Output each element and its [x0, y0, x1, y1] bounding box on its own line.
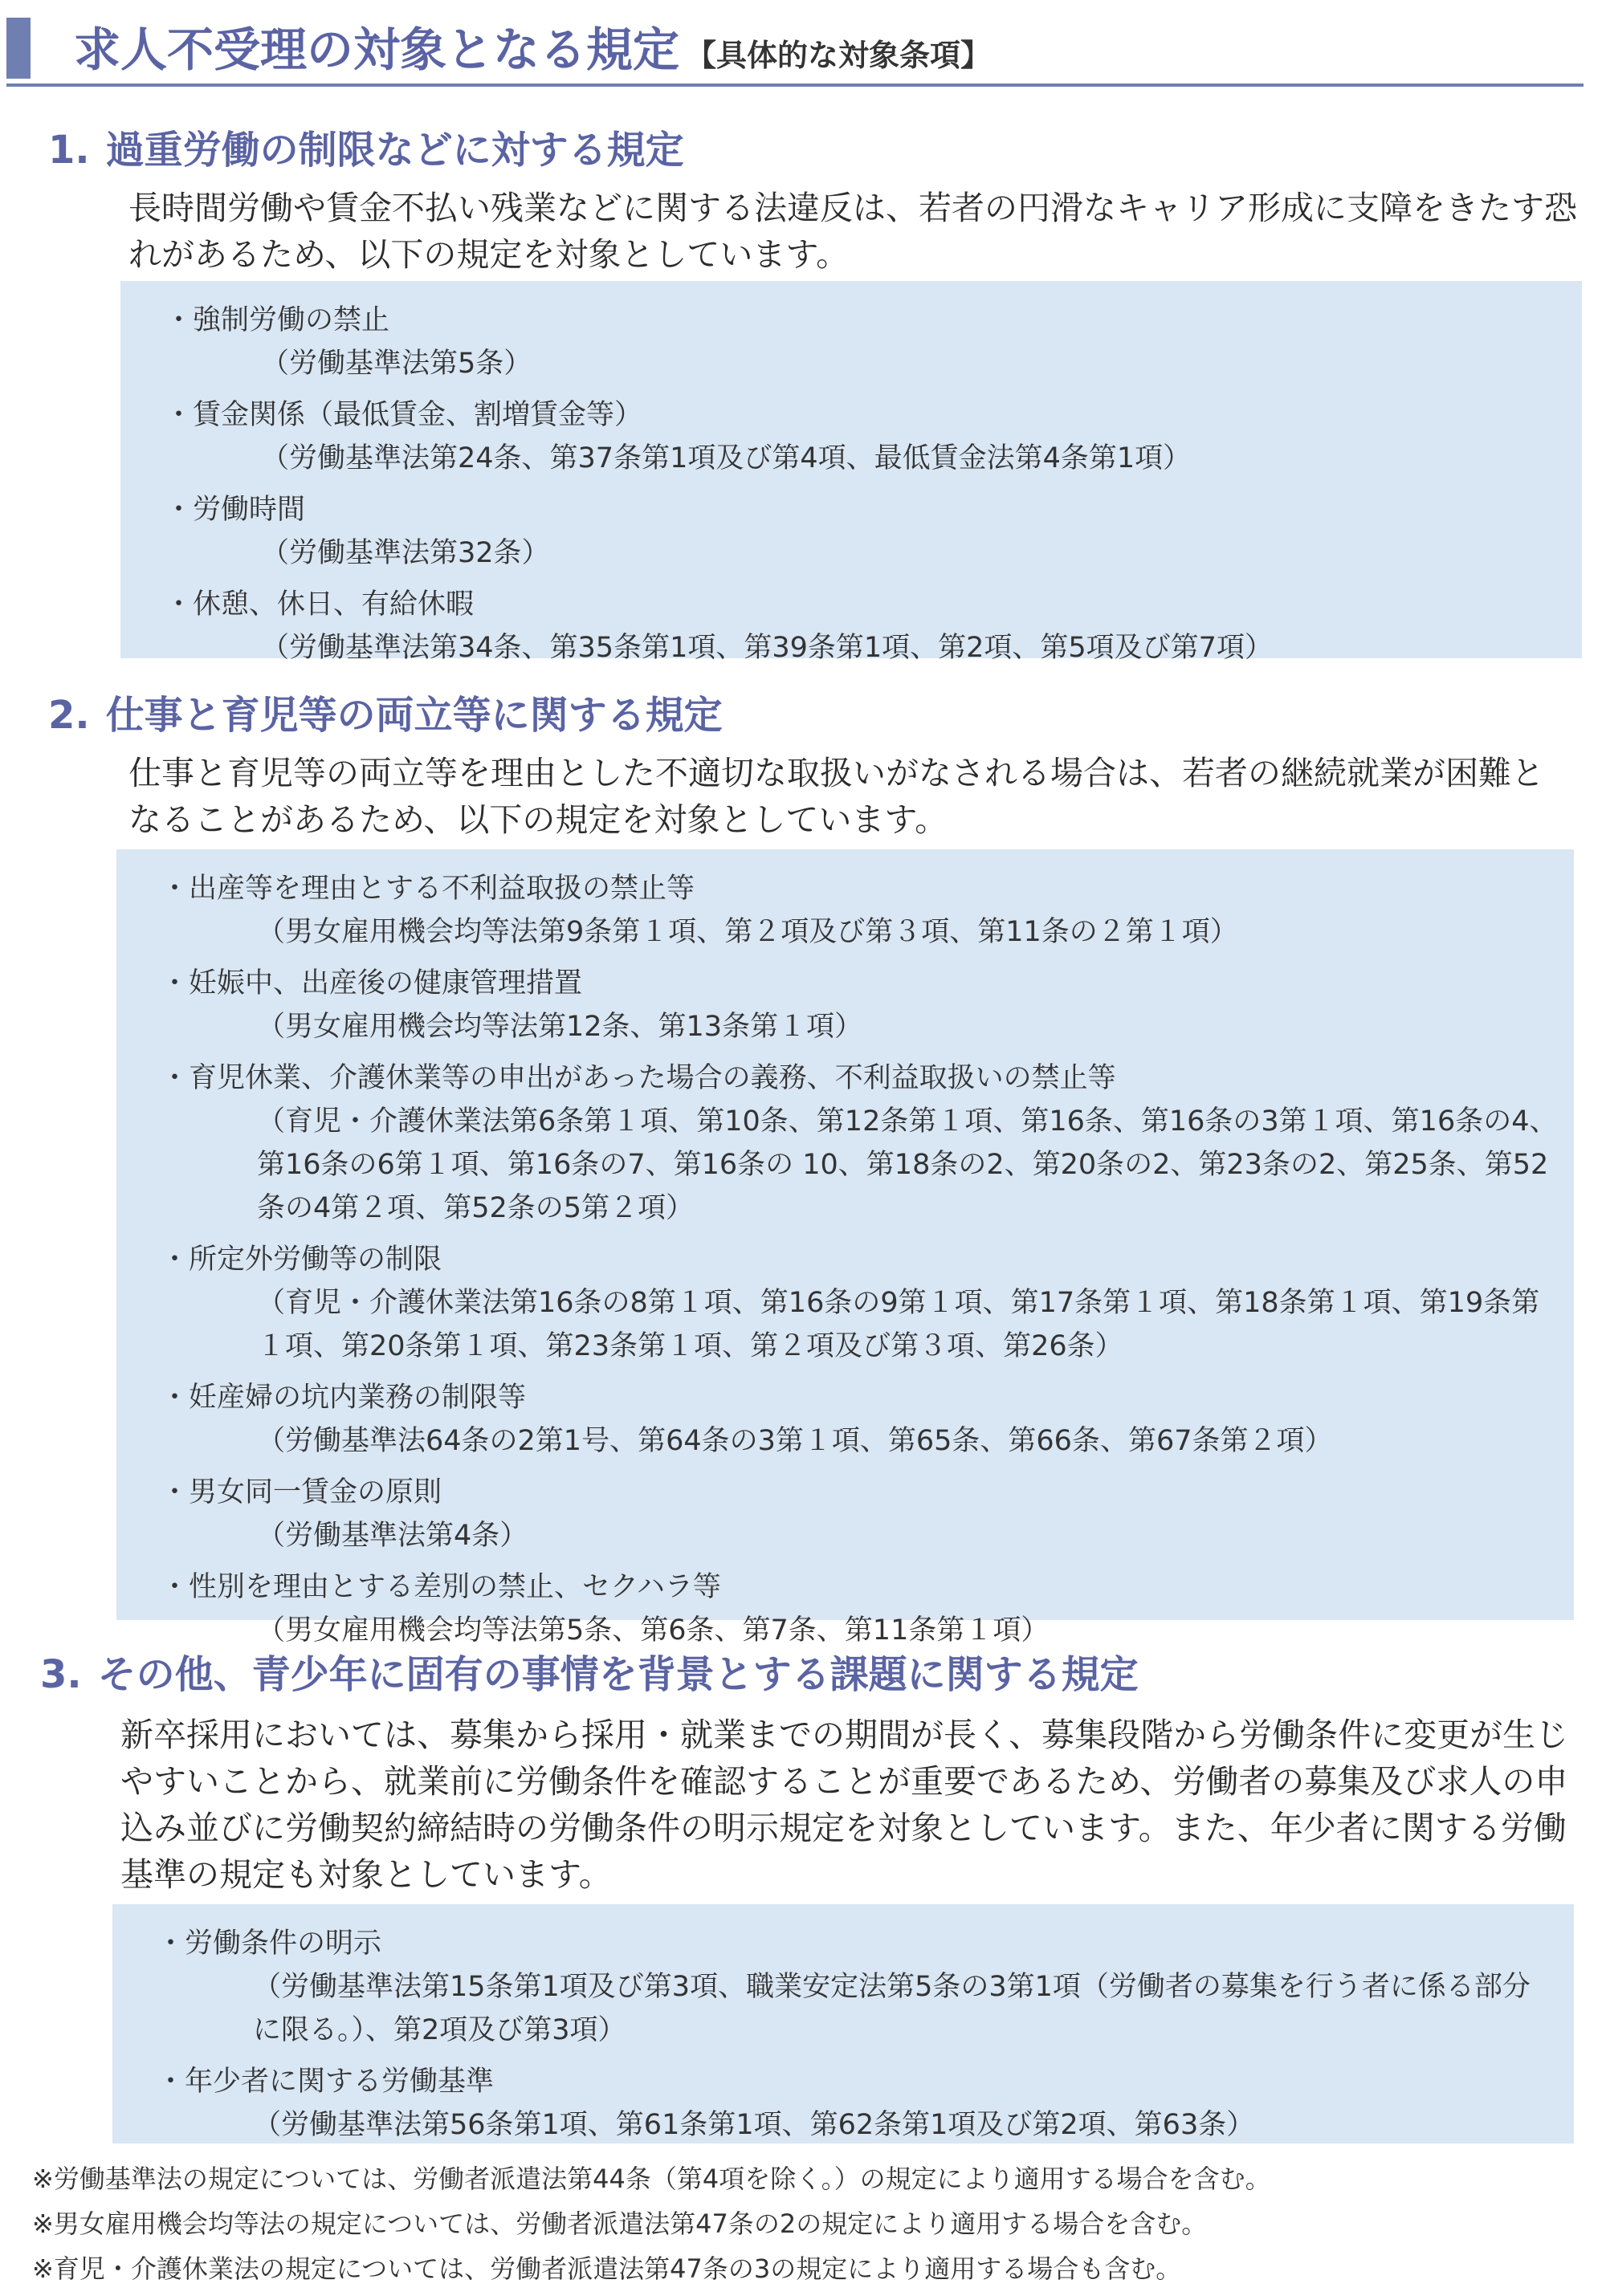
section-1-intro: 長時間労働や賃金不払い残業などに関する法違反は、若者の円滑なキャリア形成に支障をきたす恐れがあるため、以下の規定を対象としています。 — [128, 189, 1577, 274]
footnote: ※労働基準法の規定については、労働者派遣法第44条（第4項を除く。）の規定により適用する場合を含む。 — [32, 2164, 1271, 2194]
list-item: ・強制労働の禁止 （労働基準法第5条） — [165, 304, 532, 380]
section-2-number: 2. — [48, 693, 90, 738]
section-1-box — [120, 281, 1582, 664]
list-item: ・男女同一賃金の原則 （労働基準法第4条） — [161, 1476, 528, 1552]
section-2-box — [116, 849, 1574, 1647]
list-item: ・育児休業、介護休業等の申出があった場合の義務、不利益取扱いの禁止等 （育児・介護休業法第6条第１項、第10条、第12条第１項、第16条、第16条の3第１項、第16条の4、第16条の6第１項、第16条の7、第16条の 10、第18条の2、第20条の2、第23条の2、第25条、第52条の4第２項、第52条の5第２項） — [161, 1062, 1558, 1224]
section-3-heading — [40, 1650, 1139, 1700]
page-title-text: 求人不受理の対象となる規定 — [74, 22, 680, 77]
page-header — [0, 0, 1584, 88]
list-item: ・妊産婦の坑内業務の制限等 （労働基準法64条の2第1号、第64条の3第１項、第65条、第66条、第67条第２項） — [161, 1382, 1333, 1457]
list-item: ・休憩、休日、有給休暇 （労働基準法第34条、第35条第1項、第39条第1項、第2項、第5項及び第7項） — [165, 588, 1273, 664]
list-item: ・性別を理由とする差別の禁止、セクハラ等 （男女雇用機会均等法第5条、第6条、第7条、第11条第１項） — [161, 1571, 1050, 1647]
list-item: ・賃金関係（最低賃金、割増賃金等） （労働基準法第24条、第37条第1項及び第4項、最低賃金法第4条第1項） — [165, 399, 1192, 474]
list-item: ・労働時間 （労働基準法第32条） — [165, 494, 550, 569]
footnote: ※育児・介護休業法の規定については、労働者派遣法第47条の3の規定により適用する場合も含む。 — [32, 2253, 1182, 2284]
section-2-title: 仕事と育児等の両立等に関する規定 — [105, 693, 723, 738]
header-rule — [6, 83, 1584, 87]
list-item: ・所定外労働等の制限 （育児・介護休業法第16条の8第１項、第16条の9第１項、第17条第１項、第18条第１項、第19条第１項、第20条第１項、第23条第１項、第２項及び第３項、第26条） — [161, 1244, 1540, 1362]
section-1-number: 1. — [48, 128, 90, 173]
section-1-title: 過重労働の制限などに対する規定 — [105, 128, 684, 173]
section-3-intro: 新卒採用においては、募集から採用・就業までの期間が長く、募集段階から労働条件に変更が生じやすいことから、就業前に労働条件を確認することが重要であるため、労働者の募集及び求人の申込み並びに労働契約締結時の労働条件の明示規定を対象としています。また、年少者に関する労働基準の規定も対象としています。 — [120, 1716, 1569, 1894]
list-item: ・年少者に関する労働基準 （労働基準法第56条第1項、第61条第1項、第62条第1項及び第2項、第63条） — [157, 2066, 1255, 2141]
list-item: ・出産等を理由とする不利益取扱の禁止等 （男女雇用機会均等法第9条第１項、第２項及び第３項、第11条の２第１項） — [161, 873, 1238, 948]
list-item: ・労働条件の明示 （労働基準法第15条第1項及び第3項、職業安定法第5条の3第1項（労働者の募集を行う者に係る部分に限る。）、第2項及び第3項） — [157, 1928, 1531, 2046]
footnote: ※男女雇用機会均等法の規定については、労働者派遣法第47条の2の規定により適用する場合を含む。 — [32, 2208, 1208, 2239]
header-accent-bar — [6, 18, 31, 79]
list-item: ・妊娠中、出産後の健康管理措置 （男女雇用機会均等法第12条、第13条第１項） — [161, 967, 863, 1043]
section-3-box — [112, 1904, 1574, 2143]
section-3-title: その他、青少年に固有の事情を背景とする課題に関する規定 — [97, 1652, 1139, 1697]
page-subtitle: 【具体的な対象条項】 — [686, 38, 992, 73]
section-2-intro: 仕事と育児等の両立等を理由とした不適切な取扱いがなされる場合は、若者の継続就業が困難となることがあるため、以下の規定を対象としています。 — [128, 754, 1544, 839]
section-1-heading — [48, 125, 684, 175]
page-title — [74, 19, 991, 86]
section-3-number: 3. — [40, 1652, 82, 1697]
footnotes — [32, 2156, 1590, 2291]
section-2-heading — [48, 690, 723, 740]
